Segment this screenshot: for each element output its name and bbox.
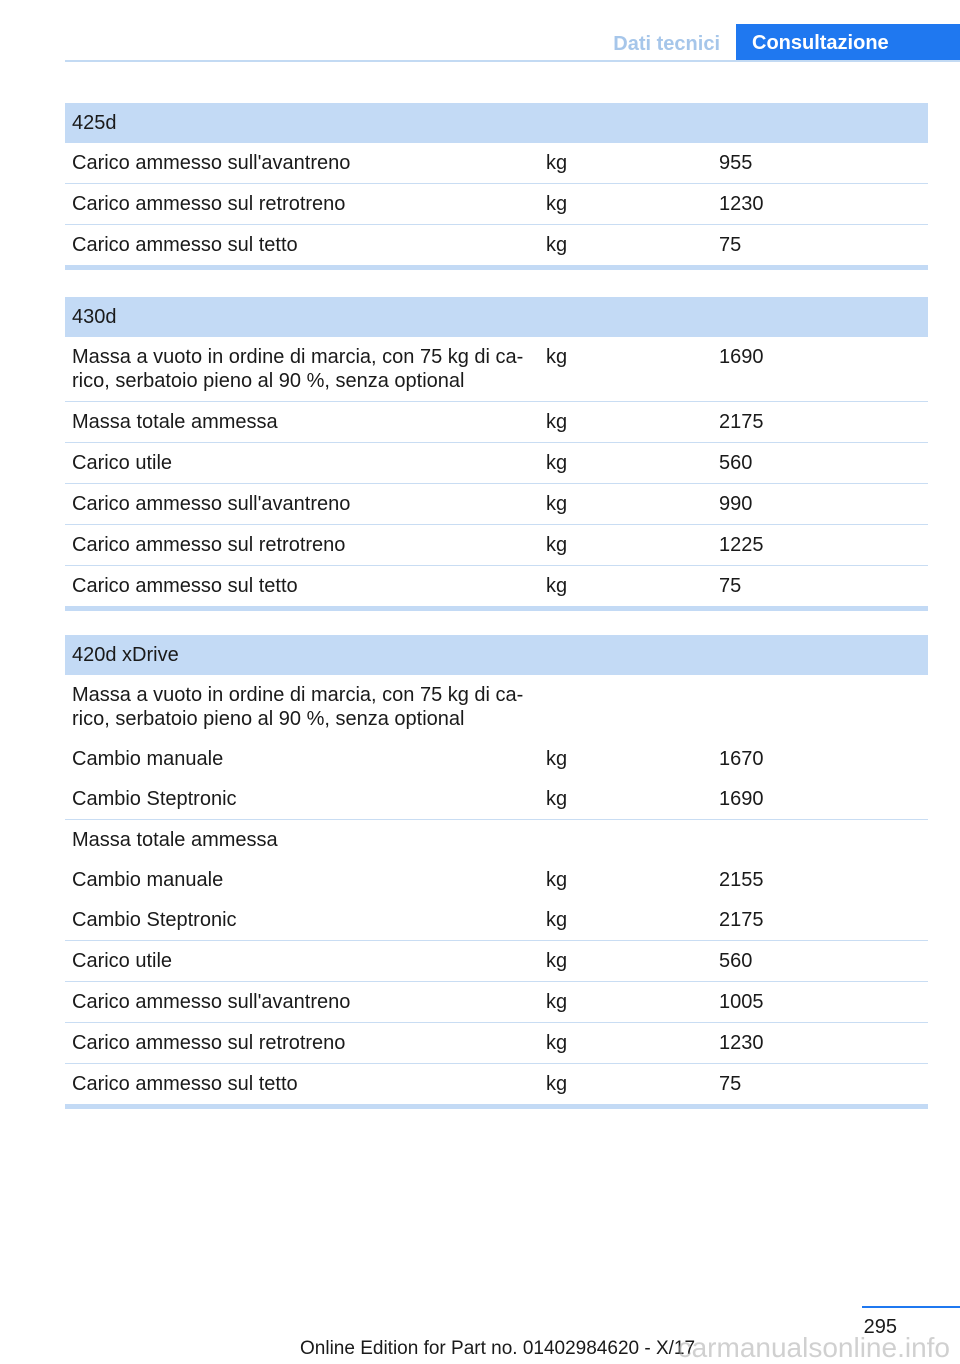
row-unit: kg — [546, 991, 568, 1013]
row-value: 1005 — [719, 991, 764, 1013]
row-unit: kg — [546, 534, 568, 556]
row-value: 75 — [719, 234, 742, 256]
table-row — [65, 484, 928, 525]
row-label: Massa totale ammessa — [72, 411, 278, 433]
row-value: 560 — [719, 950, 753, 972]
header-divider — [65, 60, 960, 62]
row-unit: kg — [546, 575, 568, 597]
row-value: 2175 — [719, 909, 764, 931]
row-unit: kg — [546, 152, 568, 174]
row-label: Carico ammesso sull'avantreno — [72, 152, 351, 174]
row-value — [712, 675, 928, 739]
row-label: Carico ammesso sul retrotreno — [72, 193, 346, 215]
row-value: 2155 — [719, 869, 764, 891]
table-row — [65, 184, 928, 225]
row-label: Carico utile — [72, 950, 173, 972]
row-label: Carico utile — [72, 452, 173, 474]
row-value — [712, 820, 928, 860]
row-label: Carico ammesso sul retrotreno — [72, 1032, 346, 1054]
table-row — [65, 982, 928, 1023]
row-value: 560 — [719, 452, 753, 474]
table-row — [65, 143, 928, 184]
table-row — [65, 900, 928, 941]
row-unit: kg — [546, 869, 568, 891]
row-value: 75 — [719, 575, 742, 597]
row-label: Carico ammesso sul retrotreno — [72, 534, 346, 556]
page-number: 295 — [863, 1316, 897, 1338]
page-number-rule — [862, 1306, 960, 1308]
row-label: Massa a vuoto in ordine di marcia, con 75 kg di ca- rico, serbatoio pieno al 90 %, senza optional — [72, 684, 524, 730]
table-row — [65, 443, 928, 484]
row-value: 1690 — [719, 346, 764, 368]
row-label: Cambio manuale — [72, 869, 224, 891]
row-value: 1230 — [719, 1032, 764, 1054]
table-title: 420d xDrive — [65, 635, 928, 675]
row-unit: kg — [546, 950, 568, 972]
watermark: carmanualsonline.info — [677, 1332, 950, 1363]
table-row — [65, 525, 928, 566]
row-label: Carico ammesso sul tetto — [72, 1073, 298, 1095]
row-value: 1670 — [719, 748, 764, 770]
row-unit: kg — [546, 234, 568, 256]
section-title: Dati tecnici — [613, 33, 720, 55]
table-row — [65, 225, 928, 265]
table-bottom-rule — [65, 1104, 928, 1109]
table-row — [65, 779, 928, 820]
row-unit: kg — [546, 346, 568, 368]
table-bottom-rule — [65, 606, 928, 611]
spec-table-430d — [65, 297, 928, 611]
table-row — [65, 566, 928, 606]
row-label: Carico ammesso sull'avantreno — [72, 991, 351, 1013]
row-value: 1230 — [719, 193, 764, 215]
row-unit: kg — [546, 748, 568, 770]
row-label: Carico ammesso sull'avantreno — [72, 493, 351, 515]
table-title: 430d — [65, 297, 928, 337]
table-row — [65, 402, 928, 443]
table-row — [65, 337, 928, 402]
edition-note: Online Edition for Part no. 01402984620 - X/17 — [300, 1338, 696, 1359]
table-row — [65, 739, 928, 779]
row-unit: kg — [546, 909, 568, 931]
row-unit: kg — [546, 411, 568, 433]
table-row — [65, 860, 928, 900]
row-value: 990 — [719, 493, 753, 515]
row-unit: kg — [546, 452, 568, 474]
table-row — [65, 941, 928, 982]
row-unit: kg — [546, 1032, 568, 1054]
table-title: 425d — [65, 103, 928, 143]
row-unit: kg — [546, 493, 568, 515]
table-row — [65, 675, 928, 739]
table-row — [65, 1023, 928, 1064]
row-label: Carico ammesso sul tetto — [72, 234, 298, 256]
row-value: 75 — [719, 1073, 742, 1095]
row-unit: kg — [546, 193, 568, 215]
spec-table-425d — [65, 103, 928, 270]
chapter-tab[interactable]: Consultazione — [736, 24, 960, 62]
row-label: Carico ammesso sul tetto — [72, 575, 298, 597]
row-unit — [539, 820, 712, 860]
row-unit: kg — [546, 1073, 568, 1095]
table-row — [65, 1064, 928, 1104]
row-value: 2175 — [719, 411, 764, 433]
row-unit — [539, 675, 712, 739]
table-bottom-rule — [65, 265, 928, 270]
row-label: Massa a vuoto in ordine di marcia, con 75 kg di ca- rico, serbatoio pieno al 90 %, senza optional — [72, 346, 524, 392]
row-unit: kg — [546, 788, 568, 810]
table-row — [65, 820, 928, 860]
spec-table-420d-xdrive — [65, 635, 928, 1109]
row-value: 955 — [719, 152, 753, 174]
row-label: Cambio Steptronic — [72, 788, 237, 810]
row-label: Cambio Steptronic — [72, 909, 237, 931]
row-label: Cambio manuale — [72, 748, 224, 770]
row-value: 1225 — [719, 534, 764, 556]
row-value: 1690 — [719, 788, 764, 810]
row-label: Massa totale ammessa — [72, 829, 278, 851]
